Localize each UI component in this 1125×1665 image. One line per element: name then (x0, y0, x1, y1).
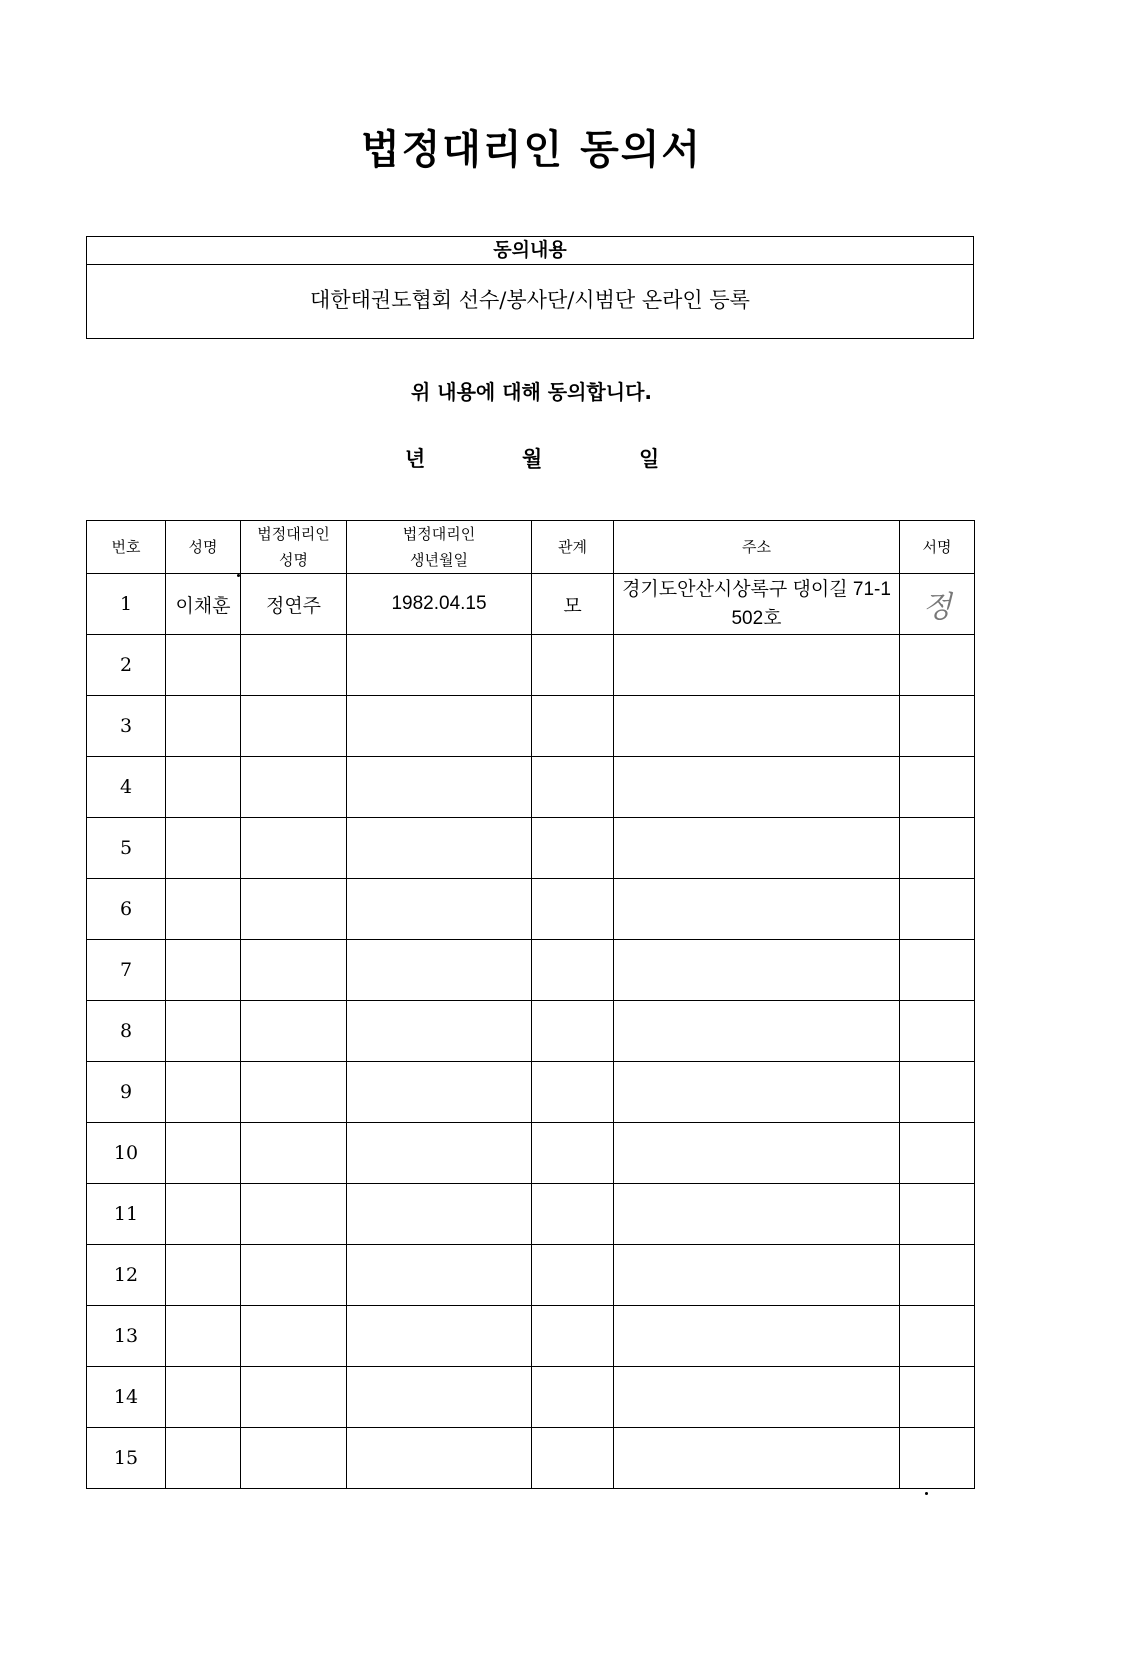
cell-guardian-name (241, 635, 347, 696)
consent-text: 대한태권도협회 선수/봉사단/시범단 온라인 등록 (310, 288, 750, 312)
cell-relation (532, 1245, 614, 1306)
table-header-row (87, 521, 975, 574)
cell-relation (532, 1428, 614, 1489)
cell-address (614, 1062, 900, 1123)
cell-relation (532, 940, 614, 1001)
cell-no: 15 (87, 1428, 166, 1489)
cell-relation (532, 1184, 614, 1245)
cell-address (614, 1367, 900, 1428)
cell-signature (900, 818, 975, 879)
cell-guardian-birth (347, 1245, 532, 1306)
cell-no: 14 (87, 1367, 166, 1428)
cell-signature (900, 1428, 975, 1489)
cell-address (614, 1123, 900, 1184)
stray-dot (237, 574, 240, 577)
table-row (87, 879, 975, 940)
cell-signature (900, 1062, 975, 1123)
cell-name (166, 1245, 241, 1306)
cell-no: 13 (87, 1306, 166, 1367)
cell-name (166, 1184, 241, 1245)
cell-signature (900, 1001, 975, 1062)
cell-no: 3 (87, 696, 166, 757)
cell-guardian-name (241, 940, 347, 1001)
cell-name (166, 635, 241, 696)
cell-name (166, 1001, 241, 1062)
cell-relation (532, 696, 614, 757)
table-row (87, 1367, 975, 1428)
cell-guardian-birth (347, 696, 532, 757)
cell-guardian-name (241, 1306, 347, 1367)
cell-guardian-birth: 1982.04.15 (347, 574, 532, 635)
cell-guardian-birth (347, 1184, 532, 1245)
cell-relation (532, 1123, 614, 1184)
cell-address (614, 1245, 900, 1306)
cell-name (166, 1306, 241, 1367)
cell-guardian-name (241, 1062, 347, 1123)
cell-no: 6 (87, 879, 166, 940)
cell-address (614, 696, 900, 757)
cell-guardian-birth (347, 1306, 532, 1367)
cell-address (614, 818, 900, 879)
cell-name (166, 696, 241, 757)
consent-box (86, 236, 974, 339)
cell-guardian-name (241, 1428, 347, 1489)
cell-name (166, 940, 241, 1001)
cell-guardian-name (241, 757, 347, 818)
cell-signature (900, 1245, 975, 1306)
cell-relation (532, 1001, 614, 1062)
cell-guardian-birth (347, 1062, 532, 1123)
cell-guardian-birth (347, 1367, 532, 1428)
cell-guardian-name: 정연주 (241, 574, 347, 635)
table-row (87, 1306, 975, 1367)
cell-relation (532, 818, 614, 879)
cell-no: 5 (87, 818, 166, 879)
table-row (87, 1245, 975, 1306)
cell-guardian-birth (347, 818, 532, 879)
cell-guardian-birth (347, 1123, 532, 1184)
cell-relation (532, 1062, 614, 1123)
cell-name (166, 1367, 241, 1428)
cell-signature (900, 757, 975, 818)
cell-relation (532, 757, 614, 818)
cell-guardian-birth (347, 757, 532, 818)
cell-no: 12 (87, 1245, 166, 1306)
table-row (87, 757, 975, 818)
header-relation: 관계 (532, 521, 614, 574)
table-row (87, 1123, 975, 1184)
cell-guardian-birth (347, 635, 532, 696)
header-guardian-birth: 법정대리인 생년월일 (347, 521, 532, 574)
cell-name (166, 1062, 241, 1123)
cell-address (614, 635, 900, 696)
cell-guardian-birth (347, 1001, 532, 1062)
cell-guardian-name (241, 818, 347, 879)
handwritten-signature: 정 (922, 590, 952, 625)
header-signature: 서명 (900, 521, 975, 574)
cell-no: 9 (87, 1062, 166, 1123)
cell-guardian-birth (347, 879, 532, 940)
cell-no: 1 (87, 574, 166, 635)
cell-no: 10 (87, 1123, 166, 1184)
table-row (87, 574, 975, 635)
cell-name (166, 879, 241, 940)
document-title: 법정대리인 동의서 (360, 127, 703, 173)
cell-signature (900, 1306, 975, 1367)
cell-address (614, 1306, 900, 1367)
table-row (87, 1062, 975, 1123)
cell-signature (900, 574, 975, 635)
table-row (87, 1001, 975, 1062)
cell-relation (532, 1306, 614, 1367)
cell-relation (532, 879, 614, 940)
cell-signature (900, 940, 975, 1001)
date-year-label: 년 (405, 447, 426, 471)
cell-no: 7 (87, 940, 166, 1001)
table-row (87, 1428, 975, 1489)
table-row (87, 940, 975, 1001)
cell-address: 경기도안산시상록구 댕이길 71-1 502호 (614, 574, 900, 635)
cell-address (614, 879, 900, 940)
table-row (87, 818, 975, 879)
cell-guardian-birth (347, 940, 532, 1001)
cell-guardian-name (241, 879, 347, 940)
cell-name: 이채훈 (166, 574, 241, 635)
table-row (87, 1184, 975, 1245)
cell-signature (900, 1184, 975, 1245)
cell-guardian-name (241, 1123, 347, 1184)
cell-guardian-name (241, 1001, 347, 1062)
cell-address (614, 940, 900, 1001)
cell-guardian-name (241, 1184, 347, 1245)
agreement-statement: 위 내용에 대해 동의합니다. (410, 380, 652, 404)
cell-name (166, 1428, 241, 1489)
cell-no: 2 (87, 635, 166, 696)
cell-address (614, 1184, 900, 1245)
date-day-label: 일 (639, 447, 660, 471)
cell-guardian-name (241, 1245, 347, 1306)
cell-signature (900, 696, 975, 757)
table-row (87, 696, 975, 757)
header-no: 번호 (87, 521, 166, 574)
cell-name (166, 1123, 241, 1184)
cell-no: 11 (87, 1184, 166, 1245)
header-address: 주소 (614, 521, 900, 574)
cell-address (614, 1001, 900, 1062)
cell-guardian-name (241, 696, 347, 757)
cell-name (166, 757, 241, 818)
cell-relation (532, 635, 614, 696)
cell-guardian-birth (347, 1428, 532, 1489)
header-guardian-name: 법정대리인 성명 (241, 521, 347, 574)
cell-address (614, 1428, 900, 1489)
stray-dot (925, 1492, 928, 1495)
consent-header: 동의내용 (87, 237, 973, 265)
header-name: 성명 (166, 521, 241, 574)
cell-signature (900, 879, 975, 940)
guardian-table (86, 520, 975, 1489)
cell-signature (900, 1123, 975, 1184)
cell-guardian-name (241, 1367, 347, 1428)
cell-signature (900, 635, 975, 696)
cell-relation (532, 1367, 614, 1428)
cell-signature (900, 1367, 975, 1428)
cell-no: 4 (87, 757, 166, 818)
date-month-label: 월 (522, 447, 543, 471)
cell-address (614, 757, 900, 818)
cell-relation: 모 (532, 574, 614, 635)
cell-name (166, 818, 241, 879)
table-row (87, 635, 975, 696)
cell-no: 8 (87, 1001, 166, 1062)
